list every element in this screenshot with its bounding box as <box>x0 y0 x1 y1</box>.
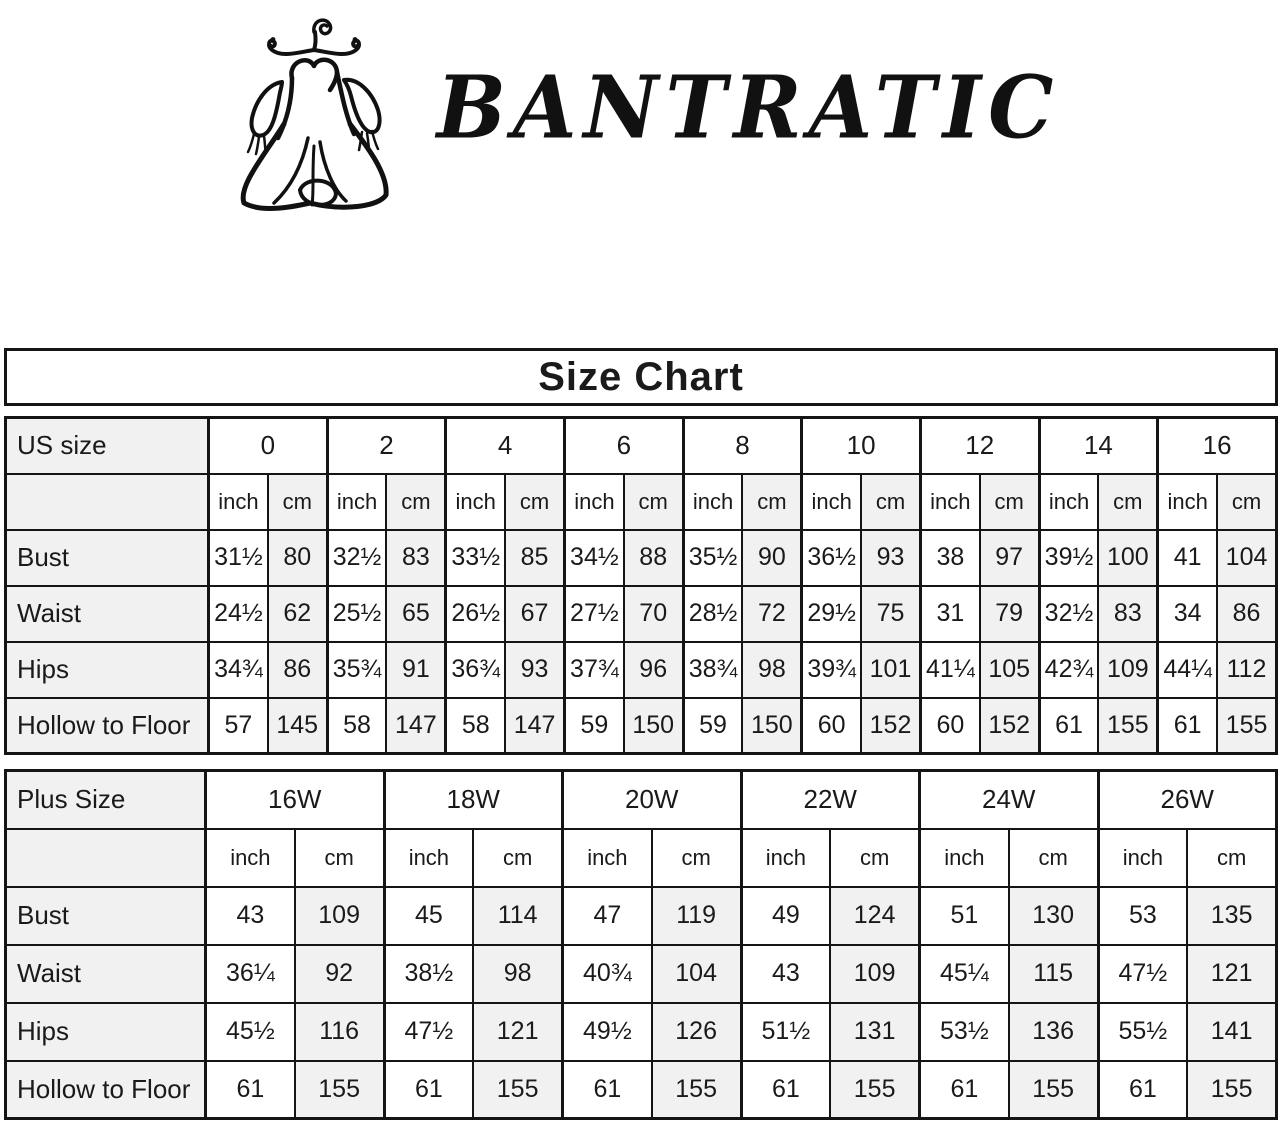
value-cell: 45½ <box>206 1003 295 1061</box>
size-col-header: 26W <box>1098 771 1277 829</box>
brand-logo <box>0 0 1282 210</box>
value-cell: 121 <box>1187 945 1276 1003</box>
size-col-header: 10 <box>802 418 921 474</box>
size-col-header: 12 <box>920 418 1039 474</box>
value-cell: 155 <box>473 1061 562 1119</box>
value-cell: 31½ <box>209 530 268 586</box>
value-cell: 55½ <box>1098 1003 1187 1061</box>
table-row <box>6 1061 1277 1119</box>
value-cell: 32½ <box>327 530 386 586</box>
value-cell: 53 <box>1098 887 1187 945</box>
value-cell: 152 <box>861 698 920 754</box>
value-cell: 155 <box>1187 1061 1276 1119</box>
unit-header-cm: cm <box>295 829 384 887</box>
value-cell: 58 <box>327 698 386 754</box>
unit-header-inch: inch <box>384 829 473 887</box>
row-label: Hollow to Floor <box>6 1061 206 1119</box>
value-cell: 61 <box>1158 698 1217 754</box>
value-cell: 79 <box>980 586 1039 642</box>
value-cell: 43 <box>206 887 295 945</box>
value-cell: 109 <box>830 945 919 1003</box>
value-cell: 85 <box>505 530 564 586</box>
units-corner-cell <box>6 829 206 887</box>
value-cell: 61 <box>1098 1061 1187 1119</box>
unit-header-inch: inch <box>683 474 742 530</box>
value-cell: 67 <box>505 586 564 642</box>
value-cell: 39½ <box>1039 530 1098 586</box>
table-row <box>6 586 1277 642</box>
value-cell: 49½ <box>563 1003 652 1061</box>
value-cell: 155 <box>295 1061 384 1119</box>
size-col-header: 0 <box>209 418 328 474</box>
unit-header-cm: cm <box>652 829 741 887</box>
unit-header-cm: cm <box>980 474 1039 530</box>
value-cell: 49 <box>741 887 830 945</box>
value-cell: 61 <box>384 1061 473 1119</box>
row-label: Hips <box>6 1003 206 1061</box>
unit-header-cm: cm <box>742 474 801 530</box>
us-size-label: US size <box>6 418 209 474</box>
value-cell: 34½ <box>564 530 623 586</box>
value-cell: 61 <box>206 1061 295 1119</box>
value-cell: 124 <box>830 887 919 945</box>
table-row <box>6 474 1277 530</box>
unit-header-inch: inch <box>446 474 505 530</box>
value-cell: 61 <box>1039 698 1098 754</box>
value-cell: 112 <box>1217 642 1276 698</box>
value-cell: 39¾ <box>802 642 861 698</box>
unit-header-inch: inch <box>1158 474 1217 530</box>
value-cell: 116 <box>295 1003 384 1061</box>
value-cell: 152 <box>980 698 1039 754</box>
table-row <box>6 887 1277 945</box>
regular-size-table <box>4 416 1278 755</box>
unit-header-inch: inch <box>1098 829 1187 887</box>
value-cell: 61 <box>920 1061 1009 1119</box>
value-cell: 119 <box>652 887 741 945</box>
unit-header-cm: cm <box>505 474 564 530</box>
value-cell: 33½ <box>446 530 505 586</box>
unit-header-inch: inch <box>920 829 1009 887</box>
value-cell: 35½ <box>683 530 742 586</box>
value-cell: 155 <box>652 1061 741 1119</box>
value-cell: 61 <box>563 1061 652 1119</box>
value-cell: 36½ <box>802 530 861 586</box>
table-row <box>6 418 1277 474</box>
value-cell: 36¼ <box>206 945 295 1003</box>
table-row <box>6 530 1277 586</box>
brand-name: BANTRATIC <box>436 57 1061 159</box>
value-cell: 62 <box>268 586 327 642</box>
value-cell: 41¼ <box>920 642 979 698</box>
table-row <box>6 771 1277 829</box>
value-cell: 37¾ <box>564 642 623 698</box>
value-cell: 57 <box>209 698 268 754</box>
value-cell: 38½ <box>384 945 473 1003</box>
value-cell: 135 <box>1187 887 1276 945</box>
unit-header-inch: inch <box>741 829 830 887</box>
value-cell: 28½ <box>683 586 742 642</box>
size-col-header: 2 <box>327 418 446 474</box>
value-cell: 60 <box>802 698 861 754</box>
value-cell: 90 <box>742 530 801 586</box>
table-row <box>6 945 1277 1003</box>
value-cell: 38¾ <box>683 642 742 698</box>
value-cell: 83 <box>1098 586 1157 642</box>
size-chart-title: Size Chart <box>4 348 1278 406</box>
value-cell: 32½ <box>1039 586 1098 642</box>
row-label: Bust <box>6 887 206 945</box>
value-cell: 88 <box>624 530 683 586</box>
value-cell: 93 <box>505 642 564 698</box>
value-cell: 51 <box>920 887 1009 945</box>
size-col-header: 4 <box>446 418 565 474</box>
value-cell: 86 <box>268 642 327 698</box>
dress-on-hanger-icon <box>222 6 407 211</box>
row-label: Hollow to Floor <box>6 698 209 754</box>
value-cell: 42¾ <box>1039 642 1098 698</box>
size-col-header: 8 <box>683 418 802 474</box>
value-cell: 155 <box>830 1061 919 1119</box>
value-cell: 59 <box>564 698 623 754</box>
value-cell: 29½ <box>802 586 861 642</box>
unit-header-cm: cm <box>386 474 445 530</box>
value-cell: 145 <box>268 698 327 754</box>
size-col-header: 24W <box>920 771 1099 829</box>
value-cell: 26½ <box>446 586 505 642</box>
value-cell: 92 <box>295 945 384 1003</box>
unit-header-cm: cm <box>861 474 920 530</box>
value-cell: 47 <box>563 887 652 945</box>
row-label: Hips <box>6 642 209 698</box>
unit-header-cm: cm <box>473 829 562 887</box>
unit-header-cm: cm <box>1217 474 1276 530</box>
value-cell: 155 <box>1098 698 1157 754</box>
value-cell: 61 <box>741 1061 830 1119</box>
value-cell: 93 <box>861 530 920 586</box>
value-cell: 75 <box>861 586 920 642</box>
unit-header-inch: inch <box>564 474 623 530</box>
value-cell: 45¼ <box>920 945 1009 1003</box>
value-cell: 72 <box>742 586 801 642</box>
value-cell: 44¼ <box>1158 642 1217 698</box>
value-cell: 51½ <box>741 1003 830 1061</box>
unit-header-inch: inch <box>920 474 979 530</box>
row-label: Waist <box>6 586 209 642</box>
value-cell: 155 <box>1217 698 1276 754</box>
table-row <box>6 1003 1277 1061</box>
value-cell: 43 <box>741 945 830 1003</box>
value-cell: 126 <box>652 1003 741 1061</box>
value-cell: 47½ <box>1098 945 1187 1003</box>
value-cell: 38 <box>920 530 979 586</box>
value-cell: 27½ <box>564 586 623 642</box>
table-row <box>6 829 1277 887</box>
size-col-header: 16W <box>206 771 385 829</box>
value-cell: 115 <box>1009 945 1098 1003</box>
table-row <box>6 642 1277 698</box>
unit-header-inch: inch <box>327 474 386 530</box>
size-col-header: 14 <box>1039 418 1158 474</box>
value-cell: 101 <box>861 642 920 698</box>
value-cell: 104 <box>1217 530 1276 586</box>
unit-header-cm: cm <box>268 474 327 530</box>
value-cell: 100 <box>1098 530 1157 586</box>
value-cell: 36¾ <box>446 642 505 698</box>
value-cell: 34 <box>1158 586 1217 642</box>
unit-header-inch: inch <box>209 474 268 530</box>
value-cell: 96 <box>624 642 683 698</box>
value-cell: 131 <box>830 1003 919 1061</box>
unit-header-cm: cm <box>624 474 683 530</box>
value-cell: 98 <box>473 945 562 1003</box>
value-cell: 130 <box>1009 887 1098 945</box>
value-cell: 86 <box>1217 586 1276 642</box>
row-label: Bust <box>6 530 209 586</box>
unit-header-cm: cm <box>1098 474 1157 530</box>
unit-header-inch: inch <box>563 829 652 887</box>
value-cell: 114 <box>473 887 562 945</box>
value-cell: 109 <box>1098 642 1157 698</box>
value-cell: 47½ <box>384 1003 473 1061</box>
value-cell: 98 <box>742 642 801 698</box>
value-cell: 121 <box>473 1003 562 1061</box>
value-cell: 24½ <box>209 586 268 642</box>
value-cell: 97 <box>980 530 1039 586</box>
value-cell: 147 <box>505 698 564 754</box>
value-cell: 147 <box>386 698 445 754</box>
plus-size-label: Plus Size <box>6 771 206 829</box>
value-cell: 109 <box>295 887 384 945</box>
value-cell: 105 <box>980 642 1039 698</box>
value-cell: 150 <box>624 698 683 754</box>
value-cell: 65 <box>386 586 445 642</box>
value-cell: 58 <box>446 698 505 754</box>
value-cell: 70 <box>624 586 683 642</box>
value-cell: 59 <box>683 698 742 754</box>
unit-header-cm: cm <box>1187 829 1276 887</box>
size-col-header: 16 <box>1158 418 1277 474</box>
value-cell: 31 <box>920 586 979 642</box>
value-cell: 150 <box>742 698 801 754</box>
size-col-header: 22W <box>741 771 920 829</box>
value-cell: 40¾ <box>563 945 652 1003</box>
size-col-header: 18W <box>384 771 563 829</box>
value-cell: 155 <box>1009 1061 1098 1119</box>
value-cell: 45 <box>384 887 473 945</box>
value-cell: 34¾ <box>209 642 268 698</box>
value-cell: 35¾ <box>327 642 386 698</box>
value-cell: 104 <box>652 945 741 1003</box>
row-label: Waist <box>6 945 206 1003</box>
plus-size-table <box>4 769 1278 1120</box>
value-cell: 80 <box>268 530 327 586</box>
units-corner-cell <box>6 474 209 530</box>
value-cell: 136 <box>1009 1003 1098 1061</box>
size-col-header: 20W <box>563 771 742 829</box>
value-cell: 91 <box>386 642 445 698</box>
unit-header-inch: inch <box>1039 474 1098 530</box>
unit-header-inch: inch <box>206 829 295 887</box>
value-cell: 83 <box>386 530 445 586</box>
value-cell: 41 <box>1158 530 1217 586</box>
value-cell: 141 <box>1187 1003 1276 1061</box>
unit-header-inch: inch <box>802 474 861 530</box>
size-col-header: 6 <box>564 418 683 474</box>
value-cell: 25½ <box>327 586 386 642</box>
unit-header-cm: cm <box>1009 829 1098 887</box>
unit-header-cm: cm <box>830 829 919 887</box>
value-cell: 53½ <box>920 1003 1009 1061</box>
table-row <box>6 698 1277 754</box>
value-cell: 60 <box>920 698 979 754</box>
